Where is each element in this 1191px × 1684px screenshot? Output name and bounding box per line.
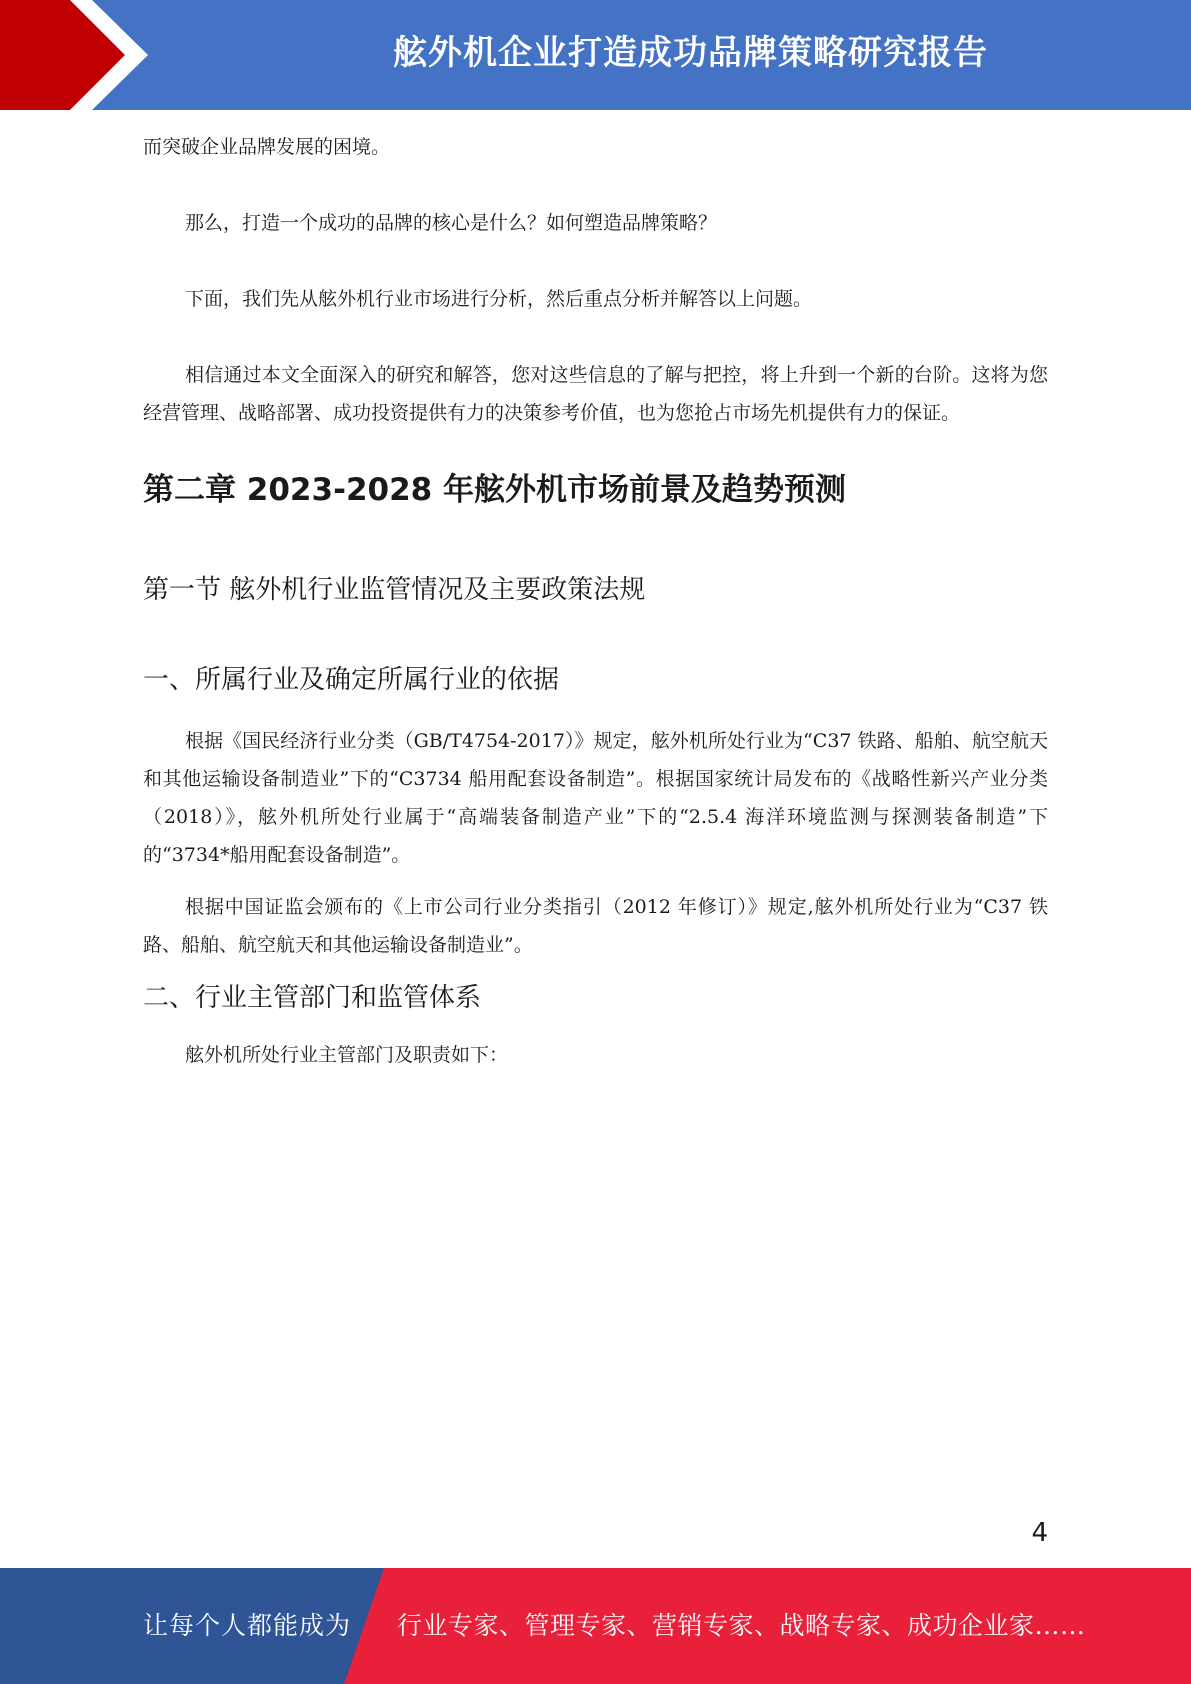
paragraph-csrc-classification: 根据中国证监会颁布的《上市公司行业分类指引（2012 年修订）》规定,舷外机所处行业为“C37 铁路、船舶、航空航天和其他运输设备制造业”。 xyxy=(143,896,1048,956)
page-content xyxy=(143,128,1048,1074)
footer-banner xyxy=(0,1568,1191,1684)
header-banner xyxy=(0,0,1191,110)
section-heading: 第一节 舷外机行业监管情况及主要政策法规 xyxy=(143,575,646,605)
subsection-heading-industry: 一、所属行业及确定所属行业的依据 xyxy=(143,665,560,695)
footer-slogan-right: 行业专家、管理专家、营销专家、战略专家、成功企业家…… xyxy=(397,1611,1086,1640)
paragraph-continuation: 而突破企业品牌发展的困境。 xyxy=(143,136,391,158)
paragraph-question: 那么，打造一个成功的品牌的核心是什么？如何塑造品牌策略？ xyxy=(185,212,718,234)
footer-slogan-left: 让每个人都能成为 xyxy=(143,1611,352,1640)
paragraph-value: 相信通过本文全面深入的研究和解答，您对这些信息的了解与把控，将上升到一个新的台阶。这将为您经营管理、战略部署、成功投资提供有力的决策参考价值，也为您抢占市场先机提供有力的保证。 xyxy=(143,364,1048,424)
subsection-heading-regulators: 二、行业主管部门和监管体系 xyxy=(143,983,482,1013)
paragraph-regulators-intro: 舷外机所处行业主管部门及职责如下： xyxy=(185,1044,509,1066)
report-title: 舷外机企业打造成功品牌策略研究报告 xyxy=(393,33,988,73)
paragraph-intro: 下面，我们先从舷外机行业市场进行分析，然后重点分析并解答以上问题。 xyxy=(185,288,813,310)
paragraph-industry-classification: 根据《国民经济行业分类（GB/T4754-2017）》规定，舷外机所处行业为“C37 铁路、船舶、航空航天和其他运输设备制造业”下的“C3734 船用配套设备制造”。根据国家统计局发布的《战略性新兴产业分类（2018）》，舷外机所处行业属于“高端装备制造产业”下的“2.5.4 海洋环境监测与探测装备制造”下的“3734*船用配套设备制造”。 xyxy=(143,730,1048,866)
page-number: 4 xyxy=(1031,1518,1048,1548)
chapter-heading: 第二章 2023-2028 年舷外机市场前景及趋势预测 xyxy=(143,472,847,508)
